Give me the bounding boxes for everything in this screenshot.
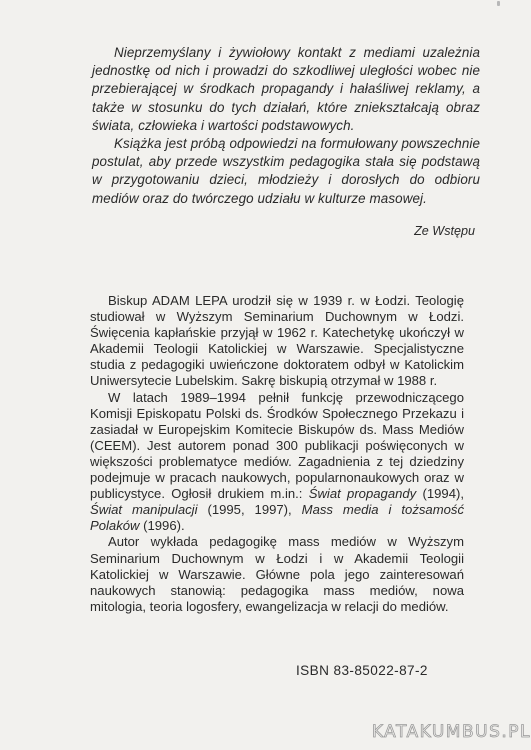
isbn-number: ISBN 83-85022-87-2	[296, 663, 428, 678]
book-title-2: Świat manipulacji	[90, 502, 198, 518]
bio-paragraph-1: Biskup ADAM LEPA urodził się w 1939 r. w Łodzi. Teologię studiował w Wyższym Seminarium Duchownym w Łodzi. Święcenia kapłańskie przyjął w 1962 r. Katechetykę ukończył w Akademii Teologii Katolickiej w Warszawie. Specjalistyczne studia z pedagogiki uwieńczone doktoratem odbył w Katolickim Uniwersytecie Lubelskim. Sakrę biskupią otrzymał w 1988 r.	[90, 293, 464, 389]
intro-paragraph-1: Nieprzemyślany i żywiołowy kontakt z mediami uzależnia jednostkę od nich i prowadzi do szkodliwej uległości wobec nie przebierającej w środkach propagandy i hałaśliwej reklamy, a także w stosunku do tych działań, które zniekształcają obraz świata, człowieka i wartości podstawowych.	[92, 45, 480, 133]
quote-source: Ze Wstępu	[414, 224, 475, 238]
scan-mark	[497, 1, 500, 6]
book-year-2: (1995, 1997),	[197, 502, 302, 518]
book-year-3: (1996).	[139, 518, 185, 534]
book-title-1: Świat propagandy	[308, 486, 417, 502]
bio-paragraph-2-text: W latach 1989–1994 pełnił funkcję przewodniczącego Komisji Episkopatu Polski ds. Środków Społecznego Przekazu i zasiadał w Europejskim Komitecie Biskupów ds. Mass Mediów (CEEM). Jest autorem ponad 300 publikacji poświęconych w większości problematyce mediów. Zagadnienia z tej dziedziny podejmuje w pracach naukowych, popularnonaukowych oraz w publicystyce. Ogłosił drukiem m.in.:	[90, 389, 464, 502]
intro-paragraph-2: Książka jest próbą odpowiedzi na formułowany powszechnie postulat, aby przede wszystkim pedagogika stała się podstawą w przygotowaniu dzieci, młodzieży i dorosłych do odbioru mediów oraz do twórczego udziału w kulturze masowej.	[92, 136, 480, 206]
bio-paragraph-3: Autor wykłada pedagogikę mass mediów w Wyższym Seminarium Duchownym w Łodzi i w Akademii Teologii Katolickiej w Warszawie. Główne pola jego zainteresowań naukowych stanowią: pedagogika mass mediów, nowa mitologia, teoria logosfery, ewangelizacja w relacji do mediów.	[90, 534, 464, 614]
intro-quote	[92, 44, 480, 208]
author-biography	[90, 293, 464, 615]
watermark: KATAKUMBUS.PL	[371, 722, 531, 742]
book-year-1: (1994),	[416, 486, 464, 502]
bio-paragraph-2	[90, 390, 464, 535]
book-title-3: Mass media i tożsamość Polaków	[90, 502, 464, 534]
